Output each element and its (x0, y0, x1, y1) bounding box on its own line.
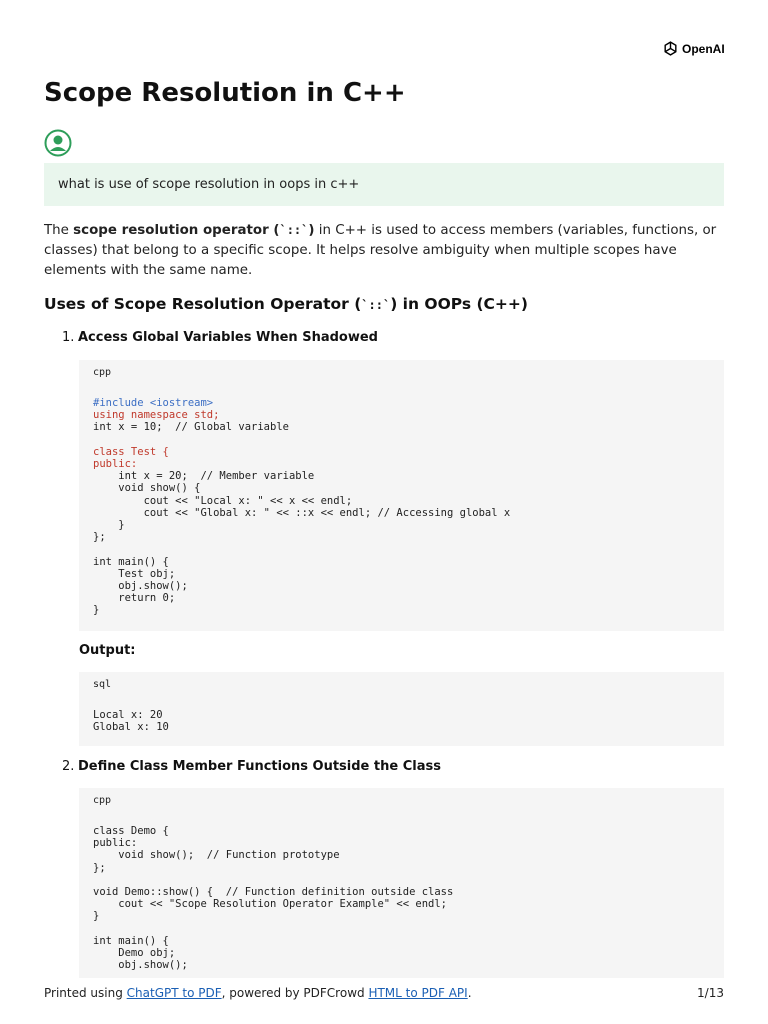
code-line: int main() { (93, 555, 169, 568)
list-item-number: 2. (62, 759, 75, 774)
code-line: int main() { (93, 934, 169, 947)
intro-bold (73, 223, 314, 238)
code-line: cout << "Global x: " << ::x << endl; // Accessing global x (93, 506, 511, 519)
code-line: } (93, 604, 100, 617)
code-line: void show(); // Function prototype (93, 849, 340, 862)
brand-name: OpenAI (682, 41, 725, 56)
code-line: #include <iostream> (93, 397, 214, 409)
code-block-3[interactable] (79, 788, 724, 978)
footer-suffix: . (467, 986, 472, 1000)
code-line: obj.show(); (93, 580, 188, 593)
intro-text-pre: The (44, 223, 74, 238)
code-line: public: (93, 837, 138, 850)
intro-paragraph (44, 220, 734, 281)
list-item-1 (62, 330, 378, 345)
code-content (93, 709, 710, 733)
section-heading (44, 295, 528, 313)
openai-logo (662, 40, 725, 57)
page-footer (44, 986, 724, 1000)
code-line: class Demo { (93, 825, 169, 837)
code-line: }; (93, 861, 106, 874)
code-content (93, 397, 710, 617)
code-line: int x = 10; // Global variable (93, 421, 289, 434)
code-line: void show() { (93, 482, 201, 495)
page-number: 1/13 (697, 986, 724, 1000)
code-line: using namespace std; (93, 409, 220, 422)
code-language-label: cpp (93, 367, 112, 378)
footer-middle: , powered by PDFCrowd (221, 986, 369, 1000)
code-line: int x = 20; // Member variable (93, 470, 315, 483)
code-line: Local x: 20 (93, 709, 163, 721)
intro-bold-text: scope resolution operator ( (73, 223, 280, 238)
intro-text-post: in C++ is used to access members (variables, functions, or classes) that belong to a specific scope. It helps resolve ambiguity when multiple scopes have elements with the same name. (44, 223, 717, 278)
code-block-1[interactable] (79, 360, 724, 631)
intro-bold-code: `::` (279, 223, 309, 237)
output-label: Output: (79, 643, 136, 658)
list-item-title: Access Global Variables When Shadowed (78, 330, 378, 345)
code-line: cout << "Scope Resolution Operator Example" << endl; (93, 898, 448, 911)
list-item-title: Define Class Member Functions Outside the Class (78, 759, 441, 774)
list-item-2 (62, 759, 441, 774)
list-item-number: 1. (62, 330, 75, 345)
code-line: Test obj; (93, 567, 176, 580)
code-line: obj.show(); (93, 959, 188, 972)
code-line: } (93, 519, 125, 532)
code-language-label: sql (93, 679, 112, 690)
html-to-pdf-api-link[interactable]: HTML to PDF API (368, 986, 468, 1000)
code-line: class Test { (93, 445, 169, 458)
code-line: Global x: 10 (93, 721, 169, 734)
footer-prefix: Printed using (44, 986, 127, 1000)
section-heading-post: ) in OOPs (C++) (390, 295, 528, 313)
intro-bold-close: ) (308, 223, 315, 238)
code-line: cout << "Local x: " << x << endl; (93, 494, 353, 507)
code-block-2[interactable] (79, 672, 724, 746)
code-language-label: cpp (93, 795, 112, 806)
user-avatar-icon (44, 129, 72, 157)
user-message: what is use of scope resolution in oops in c++ (44, 163, 724, 206)
section-heading-code: `::` (361, 298, 391, 312)
page-title: Scope Resolution in C++ (44, 78, 406, 108)
code-line: return 0; (93, 592, 176, 605)
code-line: void Demo::show() { // Function definition outside class (93, 886, 454, 899)
chatgpt-to-pdf-link[interactable]: ChatGPT to PDF (126, 986, 222, 1000)
code-line: }; (93, 531, 106, 544)
section-heading-pre: Uses of Scope Resolution Operator ( (44, 295, 362, 313)
code-content (93, 825, 710, 971)
code-line: Demo obj; (93, 947, 176, 960)
code-line: } (93, 910, 100, 923)
openai-icon (662, 40, 679, 57)
code-line: public: (93, 458, 138, 471)
